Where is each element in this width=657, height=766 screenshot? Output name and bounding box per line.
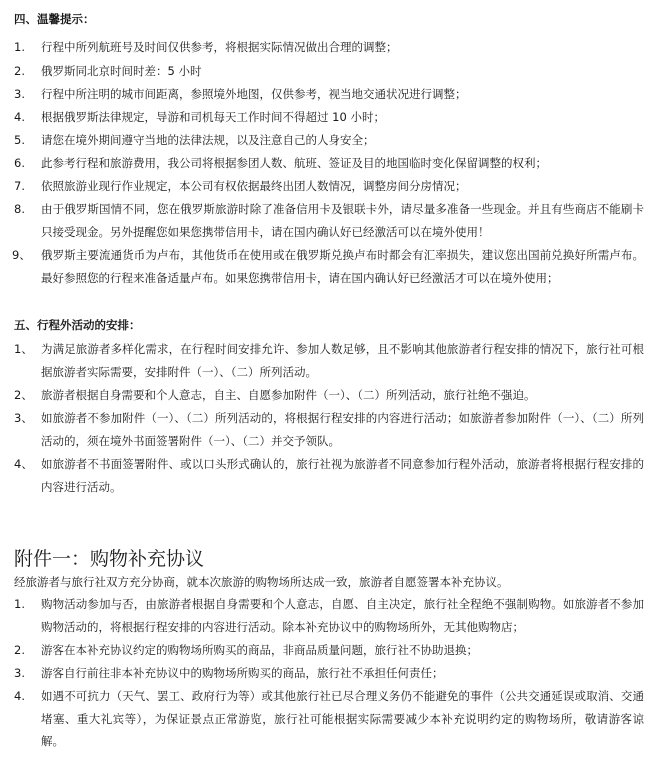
item-text: 购物活动参加与否，由旅游者根据自身需要和个人意志，自愿、自主决定，旅行社全程绝不强制购物。如旅游者不参加购物活动的，将根据行程安排的内容进行活动。除本补充协议中的购物场所外，无其他购物店； (41, 597, 644, 634)
item-text: 由于俄罗斯国情不同，您在俄罗斯旅游时除了准备信用卡及银联卡外，请尽量多准备一些现金。并且有些商店不能刷卡只接受现金。另外提醒您如果您携带信用卡，请在国内确认好已经激活可以在境外使用！ (41, 202, 644, 239)
item-text: 依照旅游业现行作业规定，本公司有权依据最终出团人数情况，调整房间分房情况； (41, 179, 467, 193)
attachment1-title: 附件一：购物补充协议 (14, 548, 205, 570)
section4-item-7 (14, 175, 644, 198)
attachment1-item-1 (14, 593, 644, 638)
item-number: 3、 (14, 411, 33, 425)
section5-item-3 (14, 407, 644, 452)
attachment1-intro: 经旅游者与旅行社双方充分协商，就本次旅游的购物场所达成一致，旅游者自愿签署本补充协议。 (14, 575, 509, 589)
item-text: 俄罗斯同北京时间时差：5 小时 (41, 64, 202, 78)
item-text: 如旅游者不书面签署附件、或以口头形式确认的，旅行社视为旅游者不同意参加行程外活动，旅游者将根据行程安排的内容进行活动。 (41, 457, 644, 494)
item-text: 为满足旅游者多样化需求，在行程时间安排允许、参加人数足够，且不影响其他旅游者行程安排的情况下，旅行社可根据旅游者实际需要，安排附件（一）、（二）所列活动。 (41, 342, 644, 379)
section4-item-3 (14, 83, 644, 106)
item-text: 如旅游者不参加附件（一）、（二）所列活动的，将根据行程安排的内容进行活动；如旅游者参加附件（一）、（二）所列活动的，须在境外书面签署附件（一）、（二）并交予领队。 (41, 411, 644, 448)
item-text: 此参考行程和旅游费用，我公司将根据参团人数、航班、签证及目的地国临时变化保留调整的权利； (41, 156, 547, 170)
item-number: 6. (14, 156, 25, 170)
item-text: 旅游者根据自身需要和个人意志，自主、自愿参加附件（一）、（二）所列活动，旅行社绝不强迫。 (41, 388, 536, 402)
section4-item-1 (14, 36, 644, 59)
item-number: 5. (14, 133, 25, 147)
item-number: 1. (14, 597, 25, 611)
section5-item-4 (14, 453, 644, 498)
item-number: 9、 (12, 248, 31, 262)
section5-item-1 (14, 338, 644, 383)
section5-title: 五、行程外活动的安排： (14, 318, 141, 332)
section4-title: 四、温馨提示： (14, 12, 95, 26)
section4-item-2 (14, 60, 644, 83)
item-number: 1. (14, 40, 25, 54)
item-text: 行程中所注明的城市间距离，参照境外地图，仅供参考，视当地交通状况进行调整； (41, 87, 467, 101)
section4-item-4 (14, 106, 644, 129)
item-text: 根据俄罗斯法律规定，导游和司机每天工作时间不得超过 10 小时； (41, 110, 385, 124)
item-number: 4. (14, 689, 25, 703)
item-text: 请您在境外期间遵守当地的法律法规，以及注意自己的人身安全； (41, 133, 375, 147)
item-number: 2. (14, 64, 25, 78)
section4-item-6 (14, 152, 644, 175)
item-text: 如遇不可抗力（天气、罢工、政府行为等）或其他旅行社已尽合理义务仍不能避免的事件（公共交通延误或取消、交通堵塞、重大礼宾等），为保证景点正常游览，旅行社可能根据实际需要减少本补充说明约定的购物场所，敬请游客谅解。 (41, 689, 644, 748)
item-number: 4、 (14, 457, 33, 471)
item-text: 行程中所列航班号及时间仅供参考，将根据实际情况做出合理的调整； (41, 40, 398, 54)
item-number: 7. (14, 179, 25, 193)
item-number: 2、 (14, 388, 33, 402)
attachment1-item-4 (14, 685, 644, 753)
section4-item-9 (14, 244, 644, 289)
attachment1-item-3 (14, 662, 644, 685)
item-text: 游客在本补充协议约定的购物场所购买的商品，非商品质量问题，旅行社不协助退换； (41, 643, 478, 657)
section5-item-2 (14, 384, 644, 407)
item-text: 俄罗斯主要流通货币为卢布，其他货币在使用或在俄罗斯兑换卢布时都会有汇率损失，建议您出国前兑换好所需卢布。最好参照您的行程来准备适量卢布。如果您携带信用卡，请在国内确认好已经激活才可以在境外使用； (41, 248, 644, 285)
item-text: 游客自行前往非本补充协议中的购物场所购买的商品，旅行社不承担任何责任； (41, 666, 444, 680)
item-number: 3. (14, 87, 25, 101)
item-number: 4. (14, 110, 25, 124)
item-number: 1、 (14, 342, 33, 356)
attachment1-item-2 (14, 639, 644, 662)
section4-item-8 (14, 198, 644, 243)
item-number: 8. (14, 202, 25, 216)
item-number: 2. (14, 643, 25, 657)
section4-item-5 (14, 129, 644, 152)
item-number: 3. (14, 666, 25, 680)
